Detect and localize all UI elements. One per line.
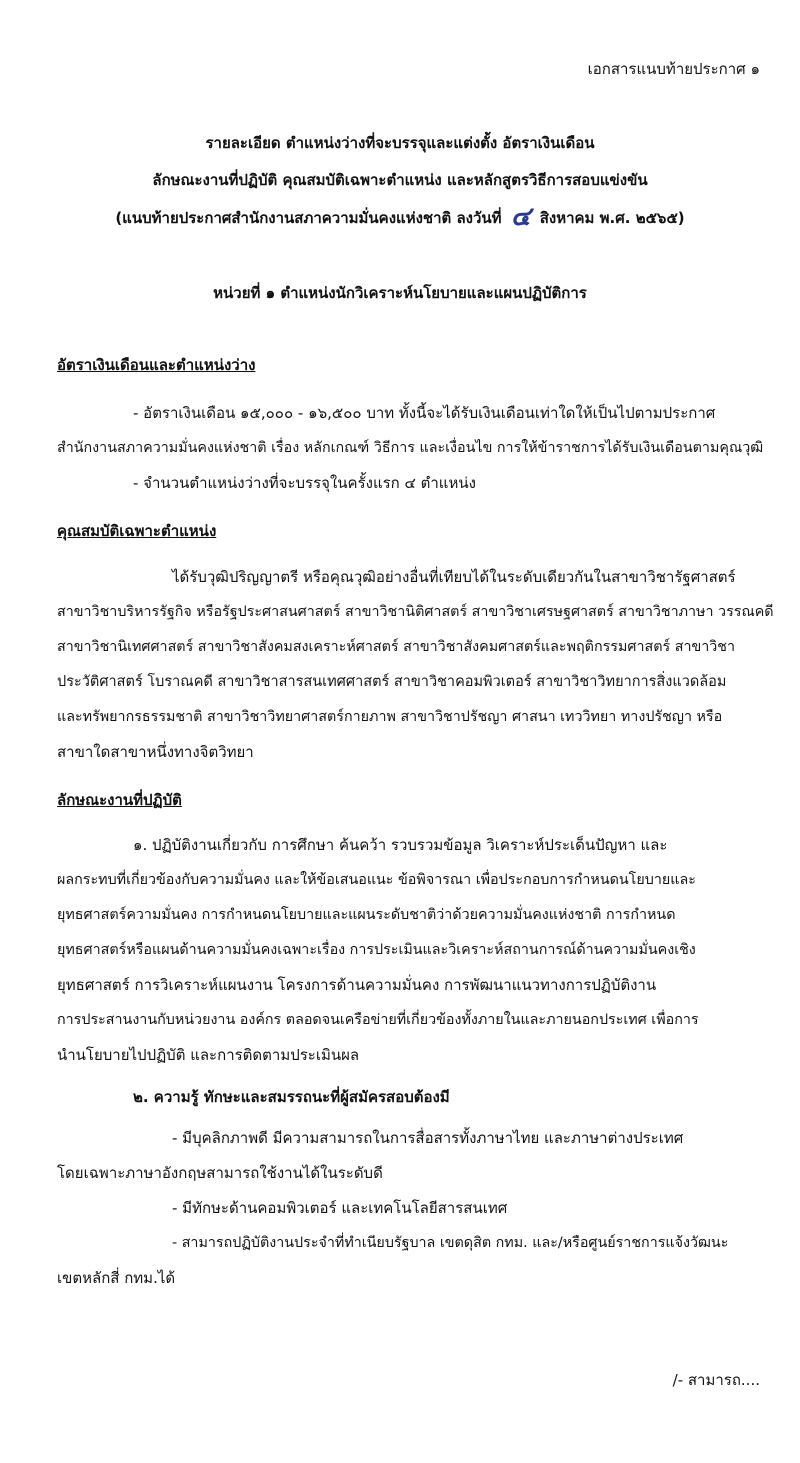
duty-line-5: ยุทธศาสตร์ การวิเคราะห์แผนงาน โครงการด้านความมั่นคง การพัฒนาแนวทางการปฏิบัติงาน (57, 976, 657, 994)
handwritten-day: ๔ (510, 202, 531, 232)
unit-heading: หน่วยที่ ๑ ตำแหน่งนักวิเคราะห์นโยบายและแผนปฏิบัติการ (213, 284, 587, 302)
skill-line-5: เขตหลักสี่ กทม.ได้ (57, 1269, 176, 1287)
salary-line-1: - อัตราเงินเดือน ๑๕,๐๐๐ - ๑๖,๕๐๐ บาท ทั้งนี้จะได้รับเงินเดือนเท่าใดให้เป็นไปตามประกาศ (133, 404, 716, 422)
qualification-heading: คุณสมบัติเฉพาะตำแหน่ง (57, 522, 217, 540)
salary-heading: อัตราเงินเดือนและตำแหน่งว่าง (57, 356, 256, 374)
title-line-3-after: สิงหาคม พ.ศ. ๒๕๖๕) (539, 209, 685, 227)
qualification-line-6: สาขาใดสาขาหนึ่งทางจิตวิทยา (57, 743, 254, 761)
duty-line-2: ผลกระทบที่เกี่ยวข้องกับความมั่นคง และให้ข้อเสนอแนะ ข้อพิจารณา เพื่อประกอบการกำหนดนโยบายและ (57, 872, 696, 888)
continuation-note: /- สามารถ.... (672, 1371, 760, 1389)
qualification-line-5: และทรัพยากรธรรมชาติ สาขาวิชาวิทยาศาสตร์กายภาพ สาขาวิชาปรัชญา ศาสนา เทววิทยา ทางปรัชญา หรือ (57, 709, 723, 725)
duty-line-1: ๑. ปฏิบัติงานเกี่ยวกับ การศึกษา ค้นคว้า รวบรวมข้อมูล วิเคราะห์ประเด็นปัญหา และ (133, 836, 668, 854)
attachment-label: เอกสารแนบท้ายประกาศ ๑ (587, 60, 760, 78)
skill-line-2: โดยเฉพาะภาษาอังกฤษสามารถใช้งานได้ในระดับดี (57, 1164, 383, 1182)
salary-line-3: - จำนวนตำแหน่งว่างที่จะบรรจุในครั้งแรก ๔ ตำแหน่ง (133, 474, 476, 492)
qualification-line-1: ได้รับวุฒิปริญญาตรี หรือคุณวุฒิอย่างอื่นที่เทียบได้ในระดับเดียวกันในสาขาวิชารัฐศาสตร์ (172, 568, 736, 586)
skills-subheading: ๒. ความรู้ ทักษะและสมรรถนะที่ผู้สมัครสอบต้องมี (133, 1088, 450, 1106)
salary-line-2: สำนักงานสภาความมั่นคงแห่งชาติ เรื่อง หลักเกณฑ์ วิธีการ และเงื่อนไข การให้ข้าราชการได้รับเงินเดือนตามคุณวุฒิ (57, 440, 764, 456)
duty-line-4: ยุทธศาสตร์หรือแผนด้านความมั่นคงเฉพาะเรื่อง การประเมินและวิเคราะห์สถานการณ์ด้านความมั่นคงเชิง (57, 942, 696, 958)
duty-line-7: นำนโยบายไปปฏิบัติ และการติดตามประเมินผล (57, 1046, 360, 1064)
title-line-2: ลักษณะงานที่ปฏิบัติ คุณสมบัติเฉพาะตำแหน่ง และหลักสูตรวิธีการสอบแข่งขัน (152, 171, 648, 189)
skill-line-1: - มีบุคลิกภาพดี มีความสามารถในการสื่อสารทั้งภาษาไทย และภาษาต่างประเทศ (172, 1129, 684, 1147)
title-line-3 (0, 202, 800, 232)
qualification-line-2: สาขาวิชาบริหารรัฐกิจ หรือรัฐประศาสนศาสตร์ สาขาวิชานิติศาสตร์ สาขาวิชาเศรษฐศาสตร์ สาขาวิชาภาษา วรรณคดี (57, 604, 774, 620)
title-line-1: รายละเอียด ตำแหน่งว่างที่จะบรรจุและแต่งตั้ง อัตราเงินเดือน (205, 134, 595, 152)
duty-line-6: การประสานงานกับหน่วยงาน องค์กร ตลอดจนเครือข่ายที่เกี่ยวข้องทั้งภายในและภายนอกประเทศ เพื่อการ (57, 1012, 699, 1028)
title-line-3-before: (แนบท้ายประกาศสำนักงานสภาความมั่นคงแห่งชาติ ลงวันที่ (115, 209, 502, 227)
skill-line-4: - สามารถปฏิบัติงานประจำที่ทำเนียบรัฐบาล เขตดุสิต กทม. และ/หรือศูนย์ราชการแจ้งวัฒนะ (172, 1235, 729, 1251)
qualification-line-3: สาขาวิชานิเทศศาสตร์ สาขาวิชาสังคมสงเคราะห์ศาสตร์ สาขาวิชาสังคมศาสตร์และพฤติกรรมศาสตร์ สาขาวิชา (57, 639, 736, 655)
qualification-line-4: ประวัติศาสตร์ โบราณคดี สาขาวิชาสารสนเทศศาสตร์ สาขาวิชาคอมพิวเตอร์ สาขาวิชาวิทยาการสิ่งแวดล้อม (57, 674, 727, 690)
skill-line-3: - มีทักษะด้านคอมพิวเตอร์ และเทคโนโลยีสารสนเทศ (172, 1199, 508, 1217)
duty-heading: ลักษณะงานที่ปฏิบัติ (57, 791, 182, 809)
duty-line-3: ยุทธศาสตร์ความมั่นคง การกำหนดนโยบายและแผนระดับชาติว่าด้วยความมั่นคงแห่งชาติ การกำหนด (57, 907, 676, 923)
